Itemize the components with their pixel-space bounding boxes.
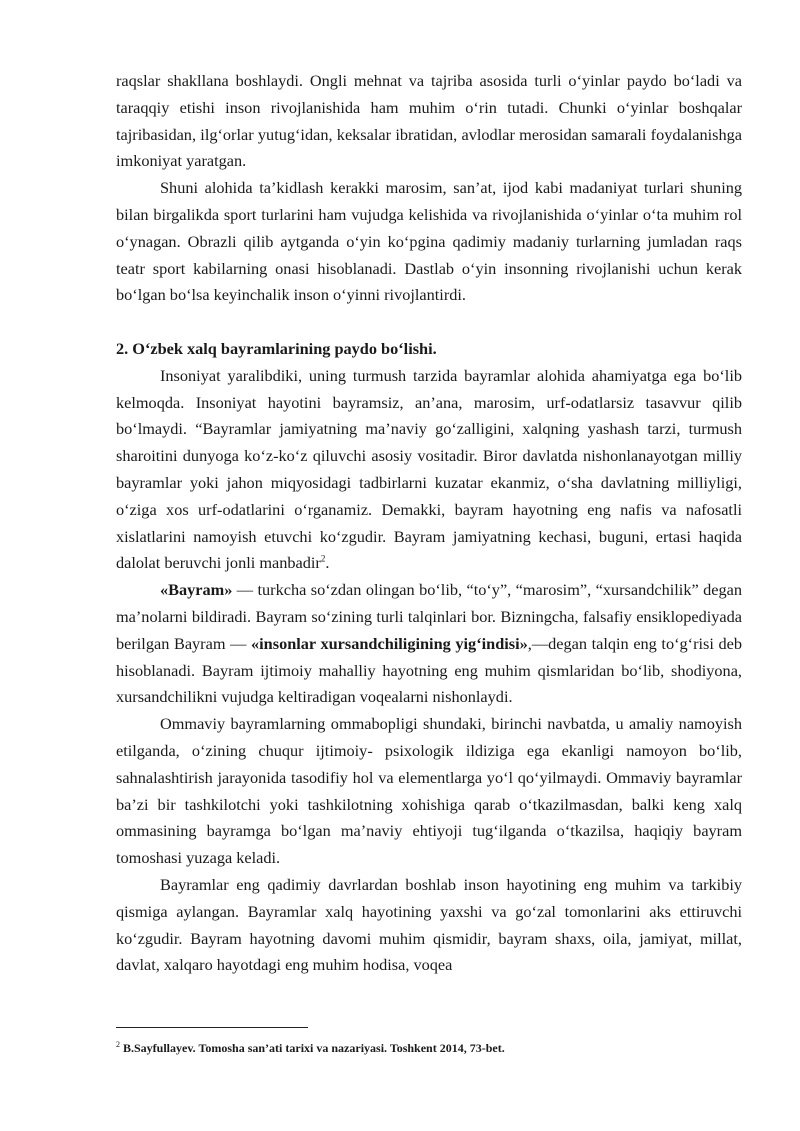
paragraph-gap: [116, 309, 742, 336]
paragraph-3-text: Insoniyat yaralibdiki, uning turmush tarzida bayramlar alohida ahamiyatga ega bo‘lib kelmoqda. Insoniyat hayotini bayramsiz, an’ana, marosim, urf-odatlarsiz tasavvur qilib bo‘lmaydi. “Bayramlar jamiyatning ma’naviy go‘zalligini, xalqning yashash tarzi, turmush sharoitini dunyoga ko‘z-ko‘z qiluvchi asosiy vositadir. Biror davlatda nishonlanayotgan milliy bayramlar yoki jahon miqyosidagi tadbirlarni kuzatar ekanmiz, o‘sha davlatning milliyligi, o‘ziga xos urf-odatlarini o‘rganamiz. Demakki, bayram hayotning eng nafis va nafosatli xislatlarini namoyish etuvchi ko‘zgudir. Bayram jamiyatning kechasi, buguni, ertasi haqida dalolat beruvchi jonli manbadir: [116, 365, 742, 573]
paragraph-4-text-2: ,—degan talqin eng to‘g‘risi deb hisoblanadi. Bayram ijtimoiy mahalliy hayotning eng muhim qismlaridan bo‘lib, shodiyona, xursandchilikni vujudga keltiradigan voqealarni nishonlaydi.: [116, 633, 743, 707]
definition-phrase: «insonlar xursandchiligining yig‘indisi»: [251, 633, 528, 653]
section-heading: 2. O‘zbek xalq bayramlarining paydo bo‘lishi.: [116, 338, 437, 358]
paragraph-3: [116, 363, 742, 577]
body-text: [116, 68, 742, 979]
footnote-reference: 2: [320, 553, 326, 564]
paragraph-1: raqslar shakllana boshlaydi. Ongli mehnat va tajriba asosida turli o‘yinlar paydo bo‘ladi va taraqqiy etishi inson rivojlanishida ham muhim o‘rin tutadi. Chunki o‘yinlar boshqalar tajribasidan, ilg‘orlar yutug‘idan, keksalar ibratidan, avlodlar merosidan samarali foydalanishga imkoniyat yaratgan.: [116, 71, 742, 171]
paragraph-4: [116, 577, 742, 711]
bayram-term: «Bayram»: [160, 580, 233, 600]
footnote: [116, 1040, 742, 1056]
footnote-number: 2: [116, 1040, 120, 1049]
paragraph-5: Ommaviy bayramlarning ommabopligi shundaki, birinchi navbatda, u amaliy namoyish etilganda, o‘zining chuqur ijtimoiy- psixologik ildiziga ega ekanligi namoyon bo‘lib, sahnalashtirish jarayonida tasodifiy hol va elementlarga yo‘l qo‘yilmaydi. Ommaviy bayramlar ba’zi bir tashkilotchi yoki tashkilotning xohishiga qarab o‘tkazilmasdan, balki keng xalq ommasining bayramga bo‘lgan ma’naviy ehtiyoji tug‘ilganda o‘tkazilsa, haqiqiy bayram tomoshasi yuzaga keladi.: [116, 714, 742, 868]
paragraph-3-end: .: [325, 553, 330, 573]
footnote-divider: [116, 1027, 308, 1028]
footnote-text: B.Sayfullayev. Tomosha san’ati tarixi va nazariyasi. Toshkent 2014, 73-bet.: [120, 1041, 505, 1055]
paragraph-6: Bayramlar eng qadimiy davrlardan boshlab inson hayotining eng muhim va tarkibiy qismiga aylangan. Bayramlar xalq hayotining yaxshi va go‘zal tomonlarini aks ettiruvchi ko‘zgudir. Bayram hayotning davomi muhim qismidir, bayram shaxs, oila, jamiyat, millat, davlat, xalqaro hayotdagi eng muhim hodisa, voqea: [116, 874, 742, 975]
paragraph-2: Shuni alohida ta’kidlash kerakki marosim, san’at, ijod kabi madaniyat turlari shuning bilan birgalikda sport turlarini ham vujudga kelishida va rivojlanishida o‘yinlar o‘ta muhim rol o‘ynagan. Obrazli qilib aytganda o‘yin ko‘pgina qadimiy madaniy turlarning jumladan raqs teatr sport kabilarning onasi hisoblanadi. Dastlab o‘yin insonning rivojlanishi uchun kerak bo‘lgan bo‘lsa keyinchalik inson o‘yinni rivojlantirdi.: [116, 178, 742, 305]
paragraph-4-text-1: — turkcha so‘zdan olingan bo‘lib, “to‘y”, “marosim”, “xursandchilik” degan ma’nolarni bildiradi. Bayram so‘zining turli talqinlari bor. Bizningcha, falsafiy ensiklopediyada berilgan Bayram —: [116, 580, 742, 653]
